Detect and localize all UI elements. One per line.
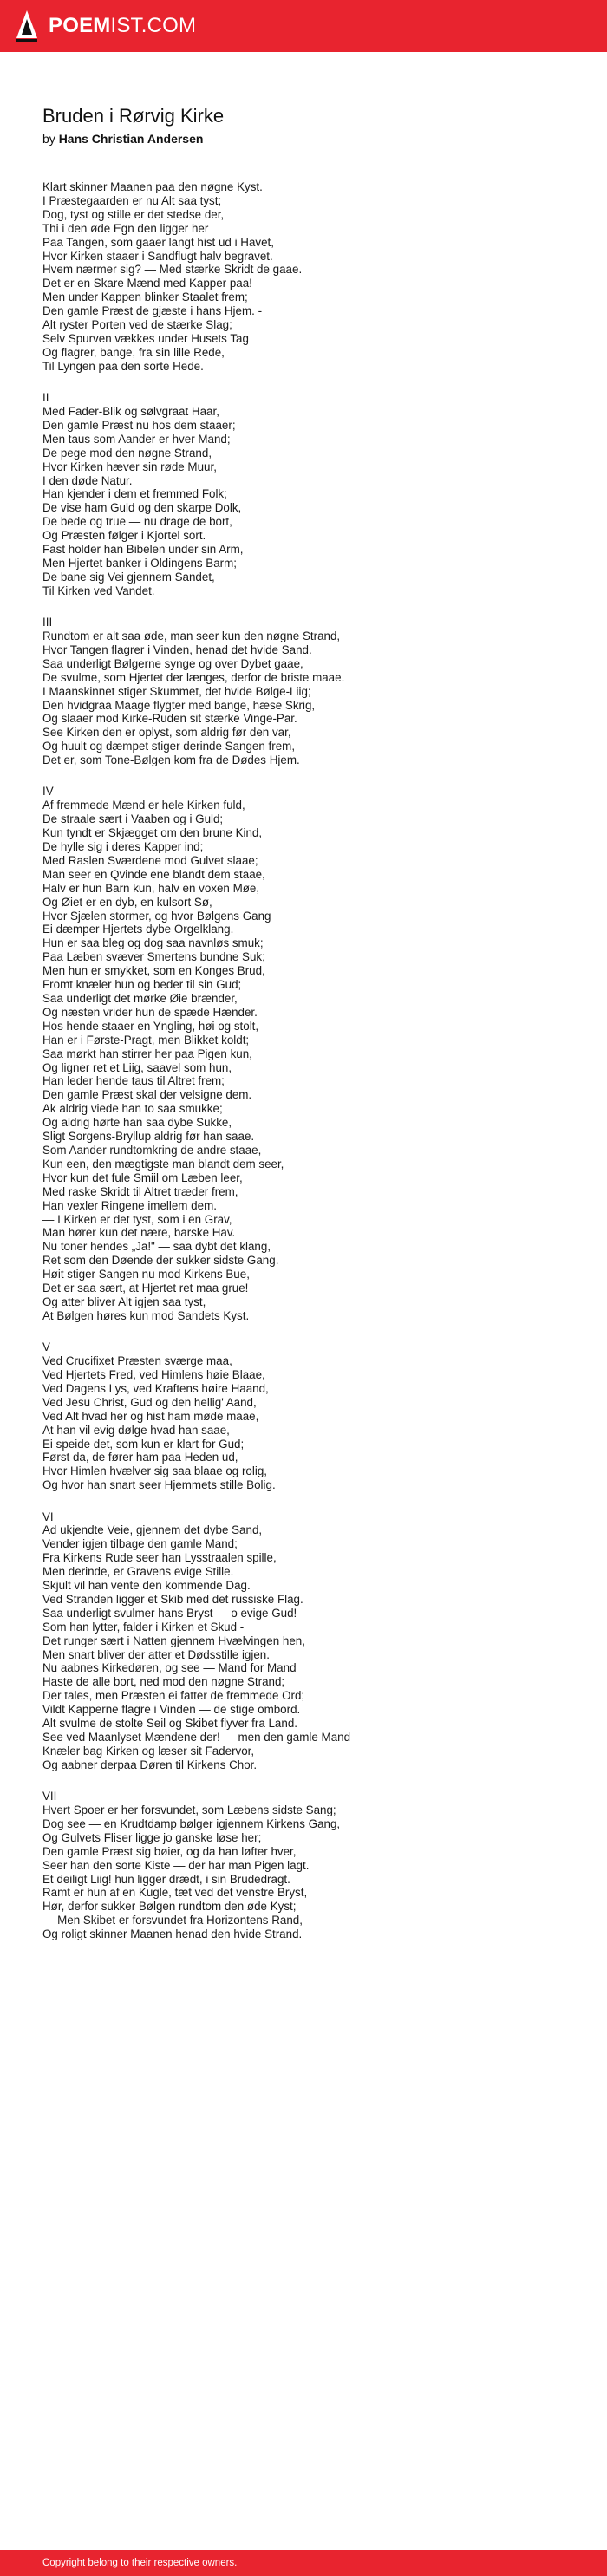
poem-line: Han vexler Ringene imellem dem. — [42, 1198, 217, 1212]
poem-line: Den gamle Præst de gjæste i hans Hjem. - — [42, 304, 263, 318]
poem-line: Dog see — en Krudtdamp bølger igjennem Kirkens Gang, — [42, 1816, 341, 1830]
poem-line: Og aabner derpaa Døren til Kirkens Chor. — [42, 1758, 258, 1771]
poem-line: Alt svulme de stolte Seil og Skibet flyver fra Land. — [42, 1717, 297, 1731]
poem-line: V — [42, 1340, 50, 1354]
byline — [42, 130, 580, 147]
poem-line: De svulme, som Hjertet der længes, derfor de briste maae. — [42, 670, 345, 684]
poem-line: Først da, de fører ham paa Heden ud, — [42, 1451, 238, 1464]
footer — [0, 2550, 607, 2576]
poem-line: Ved Alt hvad her og hist ham møde maae, — [42, 1409, 259, 1423]
poem-line: Og huult og dæmpet stiger derinde Sangen frem, — [42, 740, 296, 753]
poem-line: De straale sært i Vaaben og i Guld; — [42, 812, 224, 826]
poem-line: Ved Hjertets Fred, ved Himlens høie Blaae, — [42, 1367, 265, 1381]
poem-line: Man seer en Qvinde ene blandt dem staae, — [42, 867, 265, 881]
poem-line: — Men Skibet er forsvundet fra Horizontens Rand, — [42, 1914, 303, 1927]
poem-line: Men taus som Aander er hver Mand; — [42, 432, 231, 446]
poem-line: De bane sig Vei gjennem Sandet, — [42, 570, 215, 584]
poem-line: Ret som den Døende der sukker sidste Gang. — [42, 1254, 279, 1268]
poem-line: De hylle sig i deres Kapper ind; — [42, 840, 204, 854]
poem-line: Ramt er hun af en Kugle, tæt ved det venstre Bryst, — [42, 1886, 308, 1900]
poem-line: Men Hjertet banker i Oldingens Barm; — [42, 556, 238, 570]
poem-line: Nu toner hendes „Ja!" — saa dybt det klang, — [42, 1240, 271, 1254]
poem-line: Thi i den øde Egn den ligger her — [42, 221, 209, 235]
brand-name-light: IST.COM — [110, 14, 197, 37]
poem-line: Rundtom er alt saa øde, man seer kun den nøgne Strand, — [42, 629, 341, 642]
poem-line: Han kjender i dem et fremmed Folk; — [42, 487, 227, 501]
poem-line: Fromt knæler hun og beder til sin Gud; — [42, 978, 242, 992]
poem-line: Alt ryster Porten ved de stærke Slag; — [42, 318, 232, 332]
site-logo-text — [49, 16, 196, 36]
poem-line: Men derinde, er Gravens evige Stille. — [42, 1565, 234, 1579]
poem-line: Ved Jesu Christ, Gud og den hellig' Aand, — [42, 1395, 257, 1409]
poem-line: Hvor Tangen flagrer i Vinden, henad det hvide Sand. — [42, 642, 312, 656]
poem-line: Skjult vil han vente den kommende Dag. — [42, 1579, 251, 1593]
poem-line: Hvor Sjælen stormer, og hvor Bølgens Gang — [42, 909, 271, 923]
poem-line: Og flagrer, bange, fra sin lille Rede, — [42, 345, 225, 359]
poem-line: Til Lyngen paa den sorte Hede. — [42, 359, 204, 373]
poem-line: Saa mørkt han stirrer her paa Pigen kun, — [42, 1047, 252, 1060]
author-link[interactable]: Hans Christian Andersen — [58, 132, 204, 146]
poem-line: Men snart bliver der atter et Dødsstille igjen. — [42, 1647, 270, 1661]
stanza — [42, 1340, 580, 1492]
poem-line: Med Raslen Sværdene mod Gulvet slaae; — [42, 853, 258, 867]
poem-line: IV — [42, 785, 54, 799]
poem-line: Saa underligt det mørke Øie brænder, — [42, 992, 238, 1006]
pen-nib-icon — [14, 9, 40, 43]
poem-line: Halv er hun Barn kun, halv en voxen Møe, — [42, 881, 260, 895]
brand-name-bold: POEM — [49, 14, 111, 37]
copyright-text: Copyright belong to their respective owners. — [42, 2558, 238, 2568]
poem-line: Hør, derfor sukker Bølgen rundtom den øde Kyst; — [42, 1900, 297, 1914]
poem-line: Haste de alle bort, ned mod den nøgne Strand; — [42, 1675, 285, 1689]
poem-line: Den gamle Præst nu hos dem staaer; — [42, 418, 236, 432]
site-logo[interactable] — [14, 9, 196, 43]
poem-line: Og hvor han snart seer Hjemmets stille Bolig. — [42, 1478, 276, 1492]
poem-line: Det er en Skare Mænd med Kapper paa! — [42, 277, 252, 290]
poem-line: Og Præsten følger i Kjortel sort. — [42, 529, 206, 543]
poem-line: Ved Crucifixet Præsten sværge maa, — [42, 1354, 232, 1368]
stanza — [42, 785, 580, 1322]
poem-line: Og ligner ret et Liig, saavel som hun, — [42, 1060, 232, 1074]
by-label: by — [42, 132, 55, 146]
poem-line: Den gamle Præst skal der velsigne dem. — [42, 1088, 252, 1102]
poem-line: I Maanskinnet stiger Skummet, det hvide Bølge-Liig; — [42, 684, 311, 698]
poem-line: Af fremmede Mænd er hele Kirken fuld, — [42, 799, 245, 812]
poem-line: Men under Kappen blinker Staalet frem; — [42, 290, 248, 304]
poem-line: Kun tyndt er Skjægget om den brune Kind, — [42, 826, 263, 840]
poem-line: Dog, tyst og stille er det stedse der, — [42, 207, 225, 221]
poem-line: Hos hende staaer en Yngling, høi og stolt, — [42, 1019, 259, 1033]
poem-line: Sligt Sorgens-Bryllup aldrig før han saae. — [42, 1130, 255, 1144]
poem-line: Det er, som Tone-Bølgen kom fra de Dødes Hjem. — [42, 753, 300, 767]
poem-line: III — [42, 616, 53, 629]
poem-line: Og roligt skinner Maanen henad den hvide Strand. — [42, 1927, 303, 1941]
poem-line: At han vil evig dølge hvad han saae, — [42, 1423, 230, 1437]
poem-line: Ei speide det, som kun er klart for Gud; — [42, 1437, 245, 1451]
poem-line: Paa Tangen, som gaaer langt hist ud i Havet, — [42, 235, 274, 249]
poem-line: Seer han den sorte Kiste — der har man Pigen lagt. — [42, 1858, 310, 1872]
poem-line: Til Kirken ved Vandet. — [42, 584, 155, 597]
stanza — [42, 616, 580, 767]
poem-line: De pege mod den nøgne Strand, — [42, 446, 212, 460]
poem-line: See Kirken den er oplyst, som aldrig før den var, — [42, 726, 291, 740]
poem-line: Vender igjen tilbage den gamle Mand; — [42, 1537, 238, 1551]
stanza — [42, 391, 580, 598]
poem-line: II — [42, 391, 49, 405]
top-bar — [0, 0, 607, 52]
poem-line: Ad ukjendte Veie, gjennem det dybe Sand, — [42, 1523, 263, 1537]
poem-line: Det runger sært i Natten gjennem Hvælvingen hen, — [42, 1634, 305, 1647]
poem-line: Høit stiger Sangen nu mod Kirkens Bue, — [42, 1268, 250, 1281]
poem-line: Kun een, den mægtigste man blandt dem seer, — [42, 1157, 284, 1171]
poem-title: Bruden i Rørvig Kirke — [42, 105, 225, 127]
poem-line: Og aldrig hørte han saa dybe Sukke, — [42, 1116, 232, 1130]
poem-line: Hun er saa bleg og dog saa navnløs smuk; — [42, 936, 264, 950]
poem-line: Som han lytter, falder i Kirken et Skud - — [42, 1620, 245, 1634]
poem-line: Hvor kun det fule Smiil om Læben leer, — [42, 1171, 243, 1184]
poem-line: De vise ham Guld og den skarpe Dolk, — [42, 501, 242, 515]
poem-line: VII — [42, 1790, 57, 1803]
poem-line: See ved Maanlyset Mændene der! — men den gamle Mand — [42, 1731, 351, 1745]
poem-line: — I Kirken er det tyst, som i en Grav, — [42, 1212, 232, 1226]
poem-line: Den hvidgraa Maage flygter med bange, hæse Skrig, — [42, 698, 316, 712]
poem-line: Paa Læben svæver Smertens bundne Suk; — [42, 950, 265, 964]
poem-content — [42, 104, 580, 1959]
poem-line: Men hun er smykket, som en Konges Brud, — [42, 964, 265, 978]
poem-line: Han er i Første-Pragt, men Blikket koldt; — [42, 1033, 250, 1047]
poem-line: Ved Stranden ligger et Skib med det russiske Flag. — [42, 1592, 304, 1606]
poem-line: Klart skinner Maanen paa den nøgne Kyst. — [42, 180, 263, 193]
poem-line: Selv Spurven vækkes under Husets Tag — [42, 331, 249, 345]
poem-line: Med raske Skridt til Altret træder frem, — [42, 1184, 238, 1198]
poem-line: I den døde Natur. — [42, 473, 133, 487]
poem-line: Hvem nærmer sig? — Med stærke Skridt de gaae. — [42, 263, 303, 277]
stanza — [42, 1790, 580, 1941]
poem-line: Ei dæmper Hjertets dybe Orgelklang. — [42, 923, 234, 936]
poem-body — [42, 180, 580, 1941]
poem-line: Og næsten vrider hun de spæde Hænder. — [42, 1005, 258, 1019]
poem-line: De bede og true — nu drage de bort, — [42, 515, 232, 529]
poem-line: I Præstegaarden er nu Alt saa tyst; — [42, 193, 222, 207]
poem-line: Hvert Spoer er her forsvundet, som Læbens sidste Sang; — [42, 1803, 336, 1817]
poem-line: Vildt Kapperne flagre i Vinden — de stige ombord. — [42, 1703, 301, 1717]
poem-line: Han leder hende taus til Altret frem; — [42, 1074, 225, 1088]
poem-line: Fra Kirkens Rude seer han Lysstraalen spille, — [42, 1551, 277, 1565]
poem-line: Og atter bliver Alt igjen saa tyst, — [42, 1295, 206, 1308]
poem-line: Og slaaer mod Kirke-Ruden sit stærke Vinge-Par. — [42, 712, 297, 726]
poem-line: Saa underligt svulmer hans Bryst — o evige Gud! — [42, 1606, 297, 1620]
poem-line: Saa underligt Bølgerne synge og over Dybet gaae, — [42, 656, 304, 670]
poem-line: Ved Dagens Lys, ved Kraftens høire Haand, — [42, 1381, 269, 1395]
poem-line: Knæler bag Kirken og læser sit Fadervor, — [42, 1744, 255, 1758]
poem-line: Hvor Kirken staaer i Sandflugt halv begravet. — [42, 249, 273, 263]
poem-line: Der tales, men Præsten ei fatter de fremmede Ord; — [42, 1689, 305, 1703]
poem-line: Man hører kun det nære, barske Hav. — [42, 1226, 236, 1240]
poem-line: Et deiligt Liig! hun ligger drædt, i sin Brudedragt. — [42, 1872, 290, 1886]
poem-line: At Bølgen høres kun mod Sandets Kyst. — [42, 1308, 250, 1322]
poem-line: Den gamle Præst sig bøier, og da han løfter hver, — [42, 1844, 297, 1858]
poem-line: Ak aldrig viede han to saa smukke; — [42, 1102, 223, 1116]
poem-line: Med Fader-Blik og sølvgraat Haar, — [42, 404, 219, 418]
poem-line: Hvor Himlen hvælver sig saa blaae og rolig, — [42, 1464, 267, 1478]
poem-line: Som Aander rundtomkring de andre staae, — [42, 1143, 262, 1157]
stanza — [42, 1510, 580, 1772]
poem-line: Og Gulvets Fliser ligge jo ganske løse her; — [42, 1830, 262, 1844]
poem-line: Fast holder han Bibelen under sin Arm, — [42, 543, 244, 557]
poem-line: Hvor Kirken hæver sin røde Muur, — [42, 460, 217, 473]
poem-line: Nu aabnes Kirkedøren, og see — Mand for Mand — [42, 1661, 297, 1675]
poem-line: Og Øiet er en dyb, en kulsort Sø, — [42, 895, 212, 909]
stanza — [42, 180, 580, 374]
poem-line: Det er saa sært, at Hjertet ret maa grue! — [42, 1281, 249, 1295]
poem-line: VI — [42, 1510, 54, 1523]
